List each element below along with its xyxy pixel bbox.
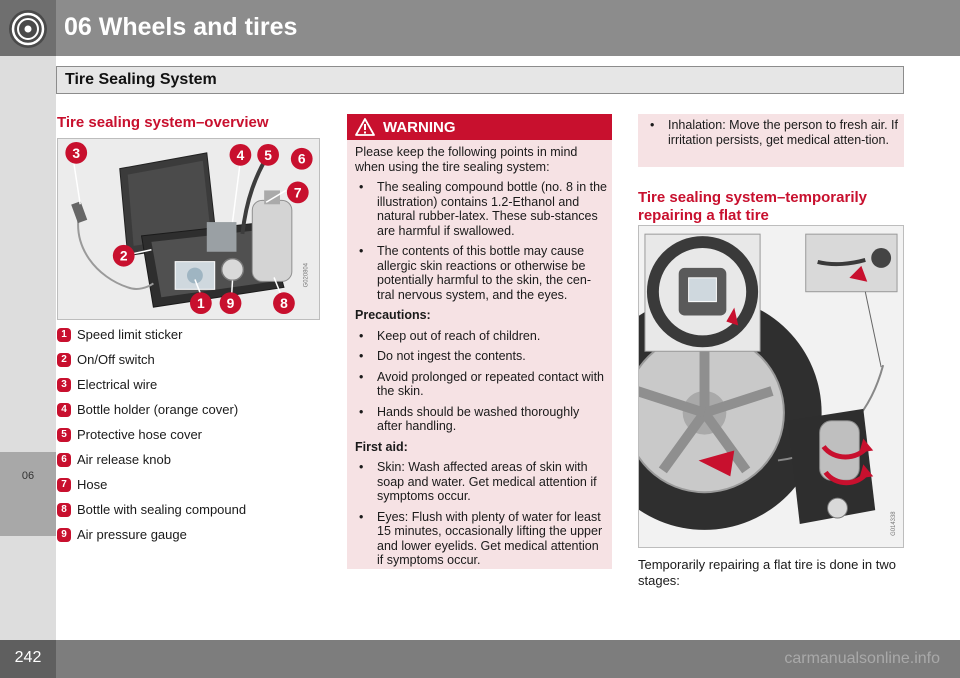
callout-label: 5 <box>264 146 272 163</box>
precaution-item: • Do not ingest the contents. <box>355 349 607 364</box>
first-aid-heading: First aid: <box>355 439 408 454</box>
callout-label: 2 <box>119 247 128 264</box>
first-aid-item: • Eyes: Flush with plenty of water for least 15 minutes, occasionally lifting the upper and lower eyelids. Get medical attention if symptoms occur. <box>355 510 607 568</box>
chapter-icon-block <box>0 0 56 56</box>
callout-label: 6 <box>297 150 306 167</box>
chapter-tab <box>0 452 56 536</box>
illustration-code: G020804 <box>303 262 310 288</box>
wheel-icon <box>7 8 49 50</box>
warning-points <box>355 180 607 302</box>
warning-triangle-icon <box>355 118 375 136</box>
legend-item <box>57 377 327 402</box>
repair-heading: Tire sealing system–temporarily repairing a flat tire <box>638 189 867 224</box>
legend-item <box>57 327 327 352</box>
legend-label: Protective hose cover <box>77 427 203 442</box>
callout-label: 3 <box>72 144 81 161</box>
legend-marker: 1 <box>57 328 71 342</box>
section-title-bar <box>56 66 904 94</box>
callout-label: 1 <box>197 295 205 312</box>
first-aid-list <box>355 460 607 568</box>
callout-label: 7 <box>293 184 302 201</box>
illustration-code: G014338 <box>891 511 898 536</box>
precaution-item: • Hands should be washed thoroughly after handling. <box>355 405 607 434</box>
callout-label: 8 <box>280 295 288 312</box>
first-aid-item: • Skin: Wash affected areas of skin with soap and water. Get medical attention if symptoms occur. <box>355 460 607 504</box>
legend-marker: 2 <box>57 353 71 367</box>
callout-label: 4 <box>236 146 245 163</box>
chapter-header-bar <box>0 0 960 56</box>
warning-point: • The contents of this bottle may cause allergic skin reactions or otherwise be potentially harmful to the skin, the cen-tral nervous system, and the eyes. <box>355 244 607 302</box>
legend-label: Speed limit sticker <box>77 327 183 342</box>
precautions-heading: Precautions: <box>355 308 431 322</box>
legend-label: Air pressure gauge <box>77 527 187 542</box>
warning-header <box>347 114 612 140</box>
legend-item <box>57 402 327 427</box>
chapter-side-rail <box>0 56 56 640</box>
legend-label: Bottle with sealing compound <box>77 502 247 517</box>
legend-label: Air release knob <box>77 452 171 467</box>
legend-item <box>57 452 327 477</box>
section-title: Tire Sealing System <box>65 71 217 88</box>
inhalation-item: • Inhalation: Move the person to fresh air. If irritation persists, get medical atten-tion. <box>646 118 900 147</box>
warning-continuation-box <box>638 114 904 167</box>
warning-intro: Please keep the following points in mind when using the tire sealing system: <box>355 145 578 174</box>
warning-box <box>347 114 612 569</box>
overview-heading: Tire sealing system–overview <box>57 114 269 131</box>
legend-list <box>57 327 327 552</box>
warning-body <box>355 145 607 574</box>
legend-marker: 8 <box>57 503 71 517</box>
legend-label: Hose <box>77 477 108 492</box>
page-number: 242 <box>14 649 42 666</box>
legend-label: On/Off switch <box>77 352 155 367</box>
repair-paragraph: Temporarily repairing a flat tire is done in two stages: <box>638 557 896 588</box>
callout-label: 9 <box>226 295 235 312</box>
legend-item <box>57 502 327 527</box>
legend-label: Electrical wire <box>77 377 158 392</box>
legend-marker: 4 <box>57 403 71 417</box>
warning-title: WARNING <box>383 119 456 136</box>
page-number-block <box>0 640 56 678</box>
chapter-tab-number: 06 <box>21 470 35 482</box>
legend-item <box>57 477 327 502</box>
sealing-kit-illustration <box>57 138 320 320</box>
legend-marker: 7 <box>57 478 71 492</box>
warning-point: • The sealing compound bottle (no. 8 in the illustration) contains 1.2-Ethanol and natural rubber-latex. These sub-stances are harmful if swallowed. <box>355 180 607 238</box>
watermark-text: carmanualsonline.info <box>784 650 940 667</box>
precaution-item: • Keep out of reach of children. <box>355 329 607 344</box>
page-footer-bar <box>0 640 960 678</box>
legend-marker: 9 <box>57 528 71 542</box>
legend-marker: 3 <box>57 378 71 392</box>
precautions-list <box>355 329 607 434</box>
legend-item <box>57 427 327 452</box>
chapter-title: 06 Wheels and tires <box>64 13 298 41</box>
precaution-item: • Avoid prolonged or repeated contact with the skin. <box>355 370 607 399</box>
legend-item <box>57 527 327 552</box>
repair-illustration <box>638 225 904 548</box>
legend-label: Bottle holder (orange cover) <box>77 402 239 417</box>
legend-item <box>57 352 327 377</box>
legend-marker: 5 <box>57 428 71 442</box>
legend-marker: 6 <box>57 453 71 467</box>
